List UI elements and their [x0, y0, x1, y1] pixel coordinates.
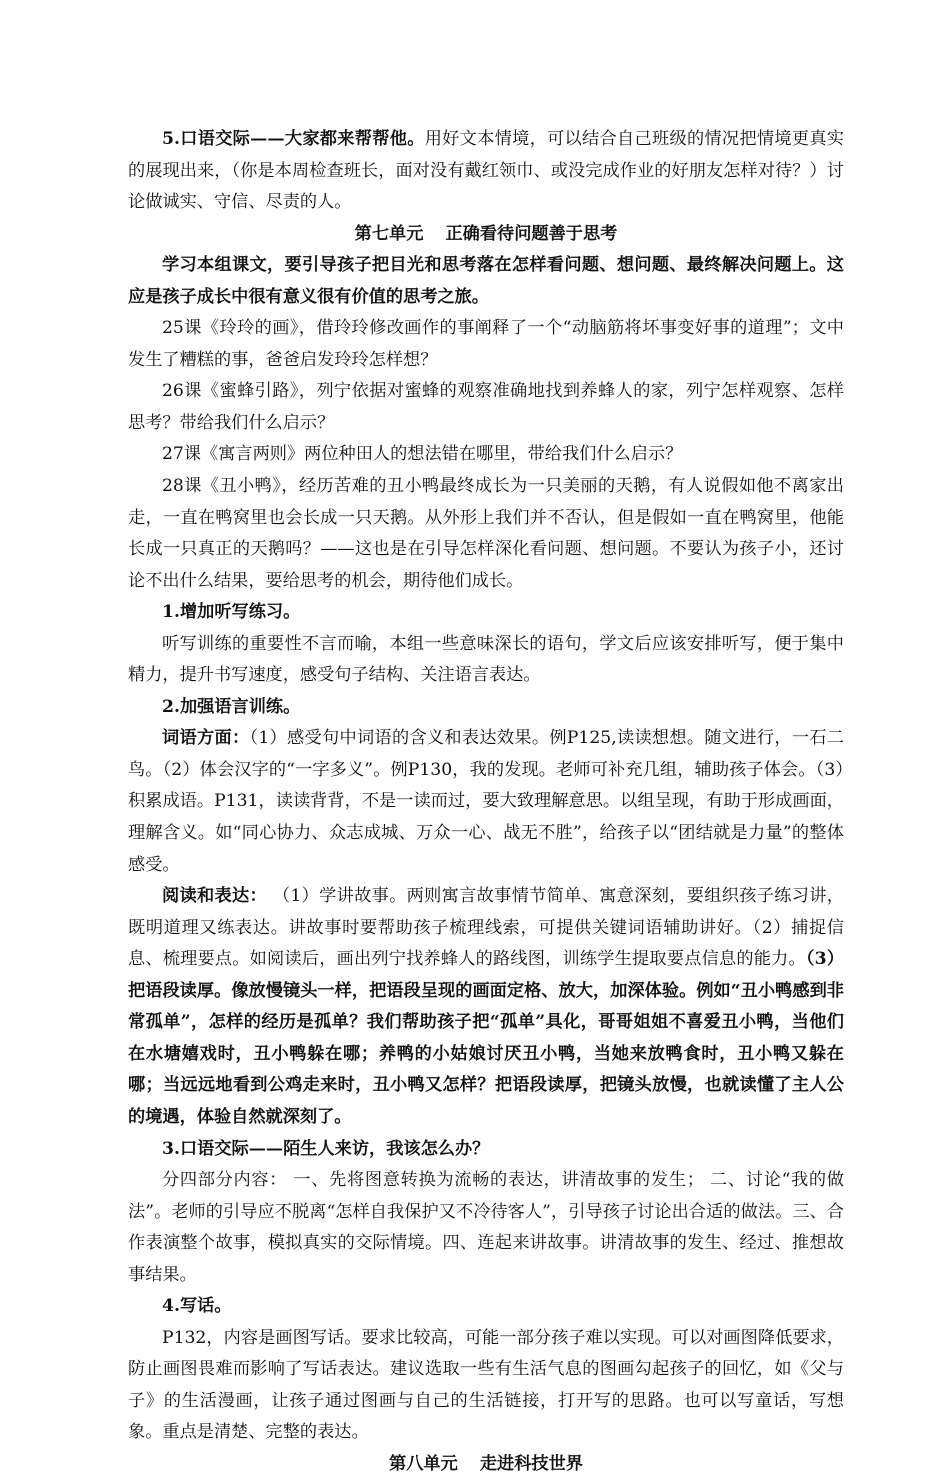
section-1-heading: 1.增加听写练习。 — [162, 602, 301, 623]
section-2-heading: 2.加强语言训练。 — [162, 696, 301, 717]
section-4-text: P132，内容是画图写话。要求比较高，可能一部分孩子难以实现。可以对画图降低要求，防止画图畏难而影响了写话表达。建议选取一些有生活气息的图画勾起孩子的回忆，如《父与子》的生活漫画，让孩子通过图画与自己的生活链接，打开写的思路。也可以写童话，写想象。重点是清楚、完整的表达。 — [128, 1327, 844, 1443]
vocabulary-text: （1）感受句中词语的含义和表达效果。例P125,读读想想。随文进行，一石二鸟。（2）体会汉字的“一字多义”。例P130，我的发现。老师可补充几组，辅助孩子体会。（3）积累成语。P131，读读背背，不是一读而过，要大致理解意思。以组呈现，有助于形成画面，理解含义。如“同心协力、众志成城、万众一心、战无不胜”，给孩子以“团结就是力量”的整体感受。 — [128, 728, 844, 875]
section-4-heading: 4.写话。 — [162, 1296, 232, 1317]
unit-7-intro: 学习本组课文，要引导孩子把目光和思考落在怎样看问题、想问题、最终解决问题上。这应是孩子成长中很有意义很有价值的思考之旅。 — [128, 255, 844, 307]
paragraph-text: 用好文本情境，可以结合自己班级的情况把情境更真实的展现出来，（你是本周检查班长，面对没有戴红领巾、或没完成作业的好朋友怎样对待？）讨论做诚实、守信、尽责的人。 — [128, 129, 844, 213]
unit-theme: 正确看待问题善于思考 — [445, 223, 618, 244]
reading-text: （1）学讲故事。两则寓言故事情节简单、寓意深刻，要组织孩子练习讲，既明道理又练表达。讲故事时要帮助孩子梳理线索，可提供关键词语辅助讲好。（2）捕捉信息、梳理要点。如阅读后，画出列宁找养蜂人的路线图，训练学生提取要点信息的能力。 — [128, 886, 844, 970]
document-body — [128, 124, 844, 1481]
unit-number: 第七单元 — [354, 223, 424, 244]
vocabulary-label: 词语方面： — [162, 728, 250, 749]
section-1-text: 听写训练的重要性不言而喻，本组一些意味深长的语句，学文后应该安排听写，便于集中精力，提升书写速度，感受句子结构、关注语言表达。 — [128, 633, 844, 686]
unit-7-title — [128, 219, 844, 251]
unit-8-title — [128, 1449, 844, 1481]
reading-expression-paragraph — [128, 881, 844, 1133]
section-3-text: 分四部分内容： 一、先将图意转换为流畅的表达，讲清故事的发生； 二、讨论“我的做法”。老师的引导应不脱离“怎样自我保护又不冷待客人”，引导孩子讨论出合适的做法。三、合作表演整个故事，模拟真实的交际情境。四、连起来讲故事。讲清故事的发生、经过、推想故事结果。 — [128, 1170, 844, 1285]
paragraph-oral-communication-5 — [128, 124, 844, 219]
lesson-28-paragraph: 28课《丑小鸭》，经历苦难的丑小鸭最终成长为一只美丽的天鹅，有人说假如他不离家出走，一直在鸭窝里也会长成一只天鹅。从外形上我们并不否认，但是假如一直在鸭窝里，他能长成一只真正的天鹅吗？——这也是在引导怎样深化看问题、想问题。不要认为孩子小，还讨论不出什么结果，要给思考的机会，期待他们成长。 — [128, 476, 844, 591]
vocabulary-paragraph — [128, 723, 844, 881]
lesson-27-paragraph: 27课《寓言两则》两位种田人的想法错在哪里，带给我们什么启示？ — [162, 444, 683, 465]
section-heading: 5.口语交际——大家都来帮帮他。 — [162, 129, 425, 149]
reading-label: 阅读和表达： — [162, 886, 268, 907]
unit-theme: 走进科技世界 — [479, 1453, 583, 1474]
unit-number: 第八单元 — [389, 1453, 458, 1474]
reading-emphasis: （3）把语段读厚。像放慢镜头一样，把语段呈现的画面定格、放大，加深体验。例如“丑小鸭感到非常孤单”，怎样的经历是孤单？我们帮助孩子把“孤单”具化，哥哥姐姐不喜爱丑小鸭，当他们在水塘嬉戏时，丑小鸭躲在哪；养鸭的小姑娘讨厌丑小鸭，当她来放鸭食时，丑小鸭又躲在哪；当远远地看到公鸡走来时，丑小鸭又怎样？把语段读厚，把镜头放慢，也就读懂了主人公的境遇，体验自然就深刻了。 — [128, 949, 844, 1127]
lesson-25-paragraph: 25课《玲玲的画》，借玲玲修改画作的事阐释了一个“动脑筋将坏事变好事的道理”；文中发生了糟糕的事，爸爸启发玲玲怎样想？ — [128, 318, 844, 370]
section-3-heading: 3.口语交际——陌生人来访，我该怎么办？ — [162, 1138, 490, 1159]
lesson-26-paragraph: 26课《蜜蜂引路》，列宁依据对蜜蜂的观察准确地找到养蜂人的家，列宁怎样观察、怎样思考？带给我们什么启示？ — [128, 381, 844, 433]
